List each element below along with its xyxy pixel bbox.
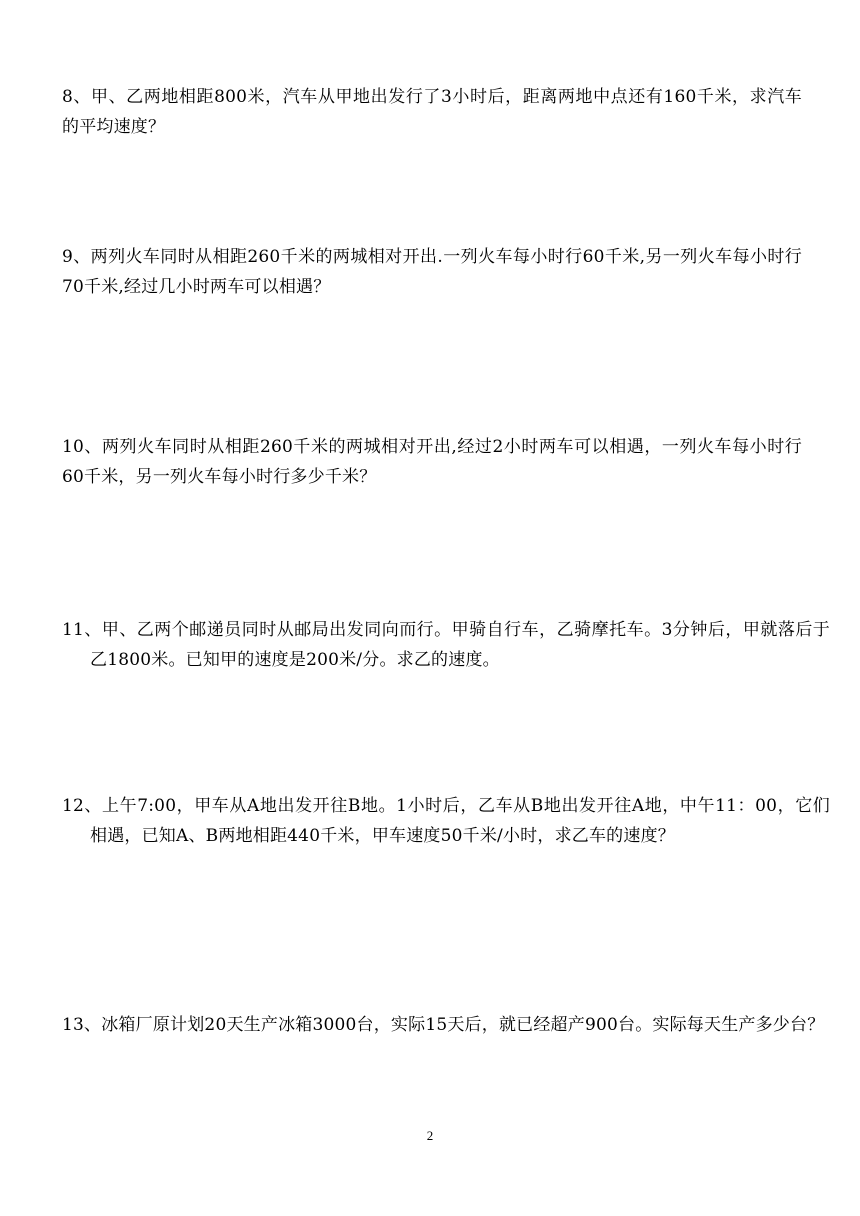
problem-number: 12、 (62, 796, 103, 816)
problem-text: 甲、乙两地相距800米，汽车从甲地出发行了3小时后，距离两地中点还有160千米，求汽车的平均速度？ (62, 87, 803, 137)
page-number: 2 (426, 1128, 434, 1143)
problem-text: 冰箱厂原计划20天生产冰箱3000台，实际15天后，就已经超产900台。实际每天生产多少台？ (101, 1015, 825, 1035)
problem-number: 13、 (62, 1015, 102, 1035)
problem-9 (62, 242, 802, 302)
problem-number: 9、 (62, 247, 91, 267)
problem-11 (62, 615, 830, 675)
problem-12 (62, 791, 830, 851)
problem-number: 8、 (62, 87, 91, 107)
problem-10 (62, 432, 802, 492)
problem-text: 甲、乙两个邮递员同时从邮局出发同向而行。甲骑自行车，乙骑摩托车。3分钟后，甲就落后于乙1800米。已知甲的速度是200米/分。求乙的速度。 (90, 620, 831, 670)
problem-number: 11、 (62, 620, 102, 640)
problem-8 (62, 82, 802, 142)
problem-text: 两列火车同时从相距260千米的两城相对开出.一列火车每小时行60千米,另一列火车每小时行70千米,经过几小时两车可以相遇？ (62, 247, 803, 297)
problem-number: 10、 (62, 437, 102, 457)
problem-text: 两列火车同时从相距260千米的两城相对开出,经过2小时两车可以相遇，一列火车每小时行60千米，另一列火车每小时行多少千米？ (62, 437, 802, 487)
problem-13 (62, 1010, 830, 1040)
problem-text: 上午7:00，甲车从A地出发开往B地。1小时后，乙车从B地出发开往A地，中午11：00，它们相遇，已知A、B两地相距440千米，甲车速度50千米/小时，求乙车的速度？ (90, 796, 830, 846)
